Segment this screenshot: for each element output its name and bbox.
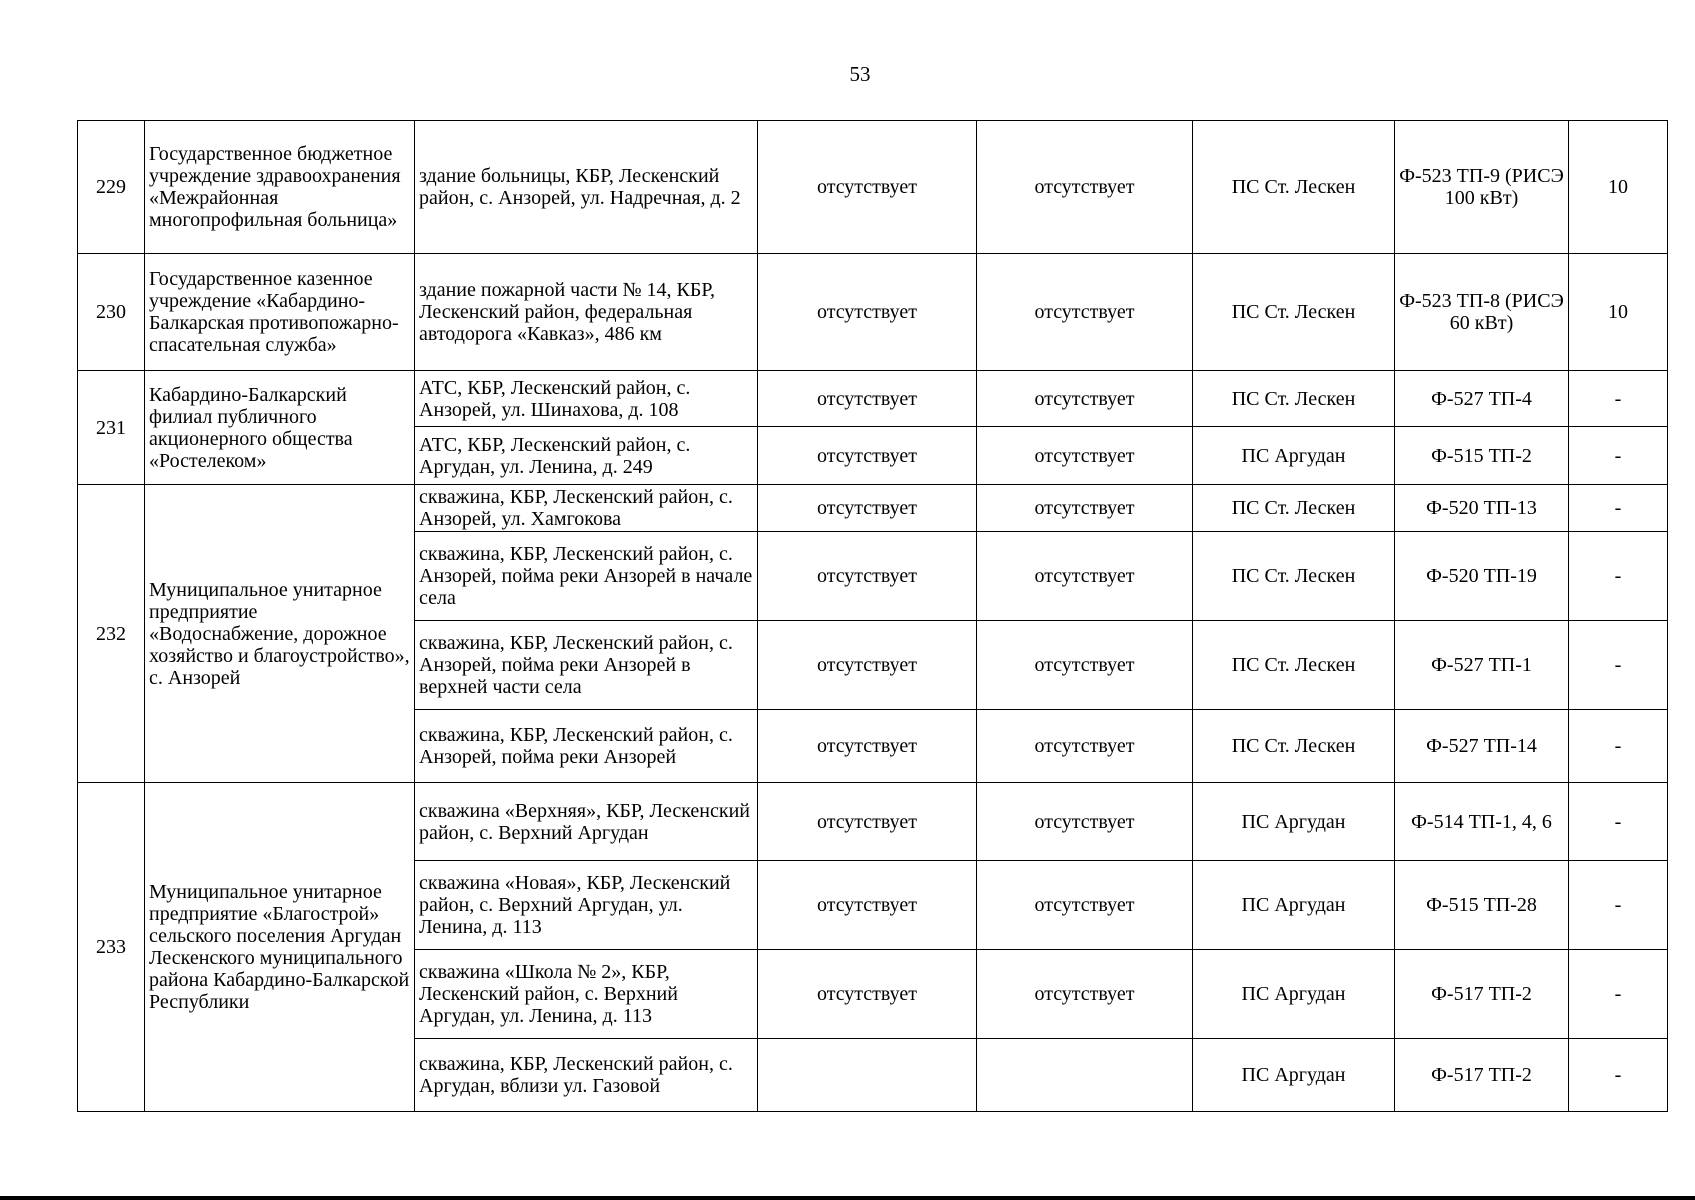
object-address: здание больницы, КБР, Лескенский район, с. Анзорей, ул. Надречная, д. 2: [415, 121, 758, 254]
substation-cell: ПС Ст. Лескен: [1193, 254, 1395, 371]
status-cell: отсутствует: [758, 427, 977, 485]
table-row: [78, 783, 1668, 861]
organization-name: Муниципальное унитарное предприятие «Водоснабжение, дорожное хозяйство и благоустройство», с. Анзорей: [145, 485, 415, 783]
scan-edge-bar: [0, 1196, 1695, 1200]
status-cell: отсутствует: [977, 254, 1193, 371]
status-cell: отсутствует: [977, 783, 1193, 861]
status-cell: отсутствует: [977, 950, 1193, 1039]
status-cell: отсутствует: [977, 485, 1193, 532]
organization-name: Муниципальное унитарное предприятие «Благострой» сельского поселения Аргудан Лескенского муниципального района Кабардино-Балкарской Республики: [145, 783, 415, 1112]
feeder-cell: Ф-515 ТП-2: [1395, 427, 1569, 485]
substation-cell: ПС Аргудан: [1193, 861, 1395, 950]
object-address: скважина, КБР, Лескенский район, с. Анзорей, пойма реки Анзорей в верхней части села: [415, 621, 758, 710]
status-cell: отсутствует: [758, 485, 977, 532]
feeder-cell: Ф-527 ТП-14: [1395, 710, 1569, 783]
feeder-cell: Ф-515 ТП-28: [1395, 861, 1569, 950]
row-number: 233: [78, 783, 145, 1112]
status-cell: отсутствует: [758, 532, 977, 621]
feeder-cell: Ф-520 ТП-19: [1395, 532, 1569, 621]
feeder-cell: Ф-527 ТП-4: [1395, 371, 1569, 427]
substation-cell: ПС Ст. Лескен: [1193, 621, 1395, 710]
substation-cell: ПС Ст. Лескен: [1193, 371, 1395, 427]
status-cell: отсутствует: [977, 121, 1193, 254]
table-row: [78, 371, 1668, 427]
value-cell: -: [1569, 532, 1668, 621]
object-address: скважина, КБР, Лескенский район, с. Анзорей, ул. Хамгокова: [415, 485, 758, 532]
feeder-cell: Ф-527 ТП-1: [1395, 621, 1569, 710]
status-cell: отсутствует: [977, 427, 1193, 485]
page-number: 53: [849, 62, 871, 86]
value-cell: -: [1569, 427, 1668, 485]
status-cell: отсутствует: [758, 710, 977, 783]
data-table: [77, 120, 1668, 1112]
substation-cell: ПС Аргудан: [1193, 950, 1395, 1039]
substation-cell: ПС Ст. Лескен: [1193, 710, 1395, 783]
status-cell: отсутствует: [758, 621, 977, 710]
value-cell: -: [1569, 621, 1668, 710]
object-address: скважина, КБР, Лескенский район, с. Аргудан, вблизи ул. Газовой: [415, 1039, 758, 1112]
organization-name: Государственное бюджетное учреждение здравоохранения «Межрайонная многопрофильная больница»: [145, 121, 415, 254]
object-address: скважина, КБР, Лескенский район, с. Анзорей, пойма реки Анзорей в начале села: [415, 532, 758, 621]
feeder-cell: Ф-523 ТП-9 (РИСЭ 100 кВт): [1395, 121, 1569, 254]
substation-cell: ПС Ст. Лескен: [1193, 121, 1395, 254]
object-address: скважина «Верхняя», КБР, Лескенский район, с. Верхний Аргудан: [415, 783, 758, 861]
value-cell: -: [1569, 1039, 1668, 1112]
status-cell: отсутствует: [758, 950, 977, 1039]
value-cell: 10: [1569, 121, 1668, 254]
feeder-cell: Ф-517 ТП-2: [1395, 1039, 1569, 1112]
status-cell: отсутствует: [758, 254, 977, 371]
substation-cell: ПС Ст. Лескен: [1193, 485, 1395, 532]
row-number: 229: [78, 121, 145, 254]
organization-name: Государственное казенное учреждение «Кабардино-Балкарская противопожарно-спасательная служба»: [145, 254, 415, 371]
substation-cell: ПС Аргудан: [1193, 783, 1395, 861]
value-cell: -: [1569, 783, 1668, 861]
status-cell: [977, 1039, 1193, 1112]
object-address: АТС, КБР, Лескенский район, с. Анзорей, ул. Шинахова, д. 108: [415, 371, 758, 427]
feeder-cell: Ф-514 ТП-1, 4, 6: [1395, 783, 1569, 861]
status-cell: отсутствует: [977, 861, 1193, 950]
table-row: [78, 254, 1668, 371]
table-row: [78, 485, 1668, 532]
status-cell: отсутствует: [758, 371, 977, 427]
status-cell: отсутствует: [977, 621, 1193, 710]
feeder-cell: Ф-520 ТП-13: [1395, 485, 1569, 532]
substation-cell: ПС Аргудан: [1193, 1039, 1395, 1112]
object-address: скважина, КБР, Лескенский район, с. Анзорей, пойма реки Анзорей: [415, 710, 758, 783]
status-cell: отсутствует: [977, 371, 1193, 427]
status-cell: отсутствует: [758, 783, 977, 861]
organization-name: Кабардино-Балкарский филиал публичного акционерного общества «Ростелеком»: [145, 371, 415, 485]
value-cell: -: [1569, 861, 1668, 950]
object-address: скважина «Школа № 2», КБР, Лескенский район, с. Верхний Аргудан, ул. Ленина, д. 113: [415, 950, 758, 1039]
feeder-cell: Ф-523 ТП-8 (РИСЭ 60 кВт): [1395, 254, 1569, 371]
object-address: АТС, КБР, Лескенский район, с. Аргудан, ул. Ленина, д. 249: [415, 427, 758, 485]
value-cell: -: [1569, 950, 1668, 1039]
status-cell: отсутствует: [977, 532, 1193, 621]
value-cell: -: [1569, 485, 1668, 532]
status-cell: отсутствует: [758, 861, 977, 950]
row-number: 230: [78, 254, 145, 371]
feeder-cell: Ф-517 ТП-2: [1395, 950, 1569, 1039]
substation-cell: ПС Ст. Лескен: [1193, 532, 1395, 621]
value-cell: -: [1569, 371, 1668, 427]
substation-cell: ПС Аргудан: [1193, 427, 1395, 485]
object-address: здание пожарной части № 14, КБР, Лескенский район, федеральная автодорога «Кавказ», 486 км: [415, 254, 758, 371]
row-number: 231: [78, 371, 145, 485]
status-cell: отсутствует: [758, 121, 977, 254]
object-address: скважина «Новая», КБР, Лескенский район, с. Верхний Аргудан, ул. Ленина, д. 113: [415, 861, 758, 950]
table-row: [78, 121, 1668, 254]
status-cell: отсутствует: [977, 710, 1193, 783]
row-number: 232: [78, 485, 145, 783]
value-cell: -: [1569, 710, 1668, 783]
value-cell: 10: [1569, 254, 1668, 371]
status-cell: [758, 1039, 977, 1112]
